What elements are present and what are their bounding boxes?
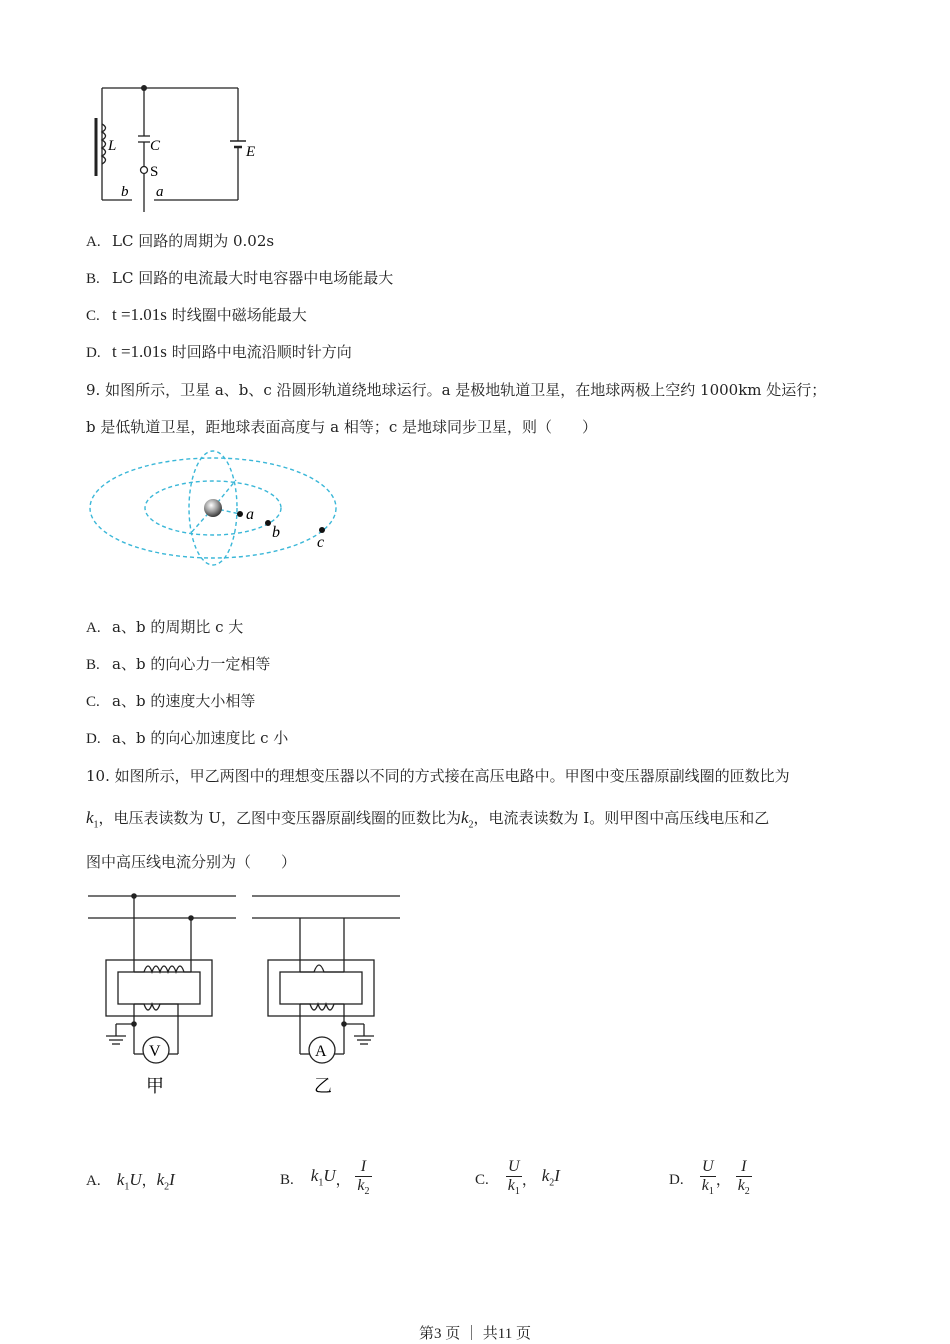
q9-stem-line2: b 是低轨道卫星，距地球表面高度与 a 相等；c 是地球同步卫星，则（ ） (86, 418, 598, 436)
option-text: LC 回路的周期为 0.02s (112, 232, 275, 250)
fraction (736, 1158, 752, 1201)
q8-option-a (86, 231, 274, 252)
option-label: D. (86, 345, 101, 361)
var: U (323, 1165, 336, 1185)
earth-icon (204, 499, 222, 517)
q8-option-d (86, 342, 352, 363)
sub: 1 (318, 1177, 324, 1189)
fraction (355, 1158, 371, 1201)
numerator: U (700, 1158, 716, 1177)
option-math (541, 1165, 560, 1189)
var: k (541, 1165, 550, 1185)
q8-option-b (86, 268, 393, 289)
option-label: D. (669, 1171, 684, 1188)
switch-label: S (150, 164, 159, 180)
q10-option-b (280, 1158, 372, 1201)
option-text: a、b 的周期比 c 大 (112, 618, 244, 636)
sub: 2 (744, 1186, 750, 1198)
option-label: A. (86, 234, 101, 250)
separator: ， (335, 1170, 351, 1189)
q8-option-c (86, 305, 307, 326)
option-label: D. (86, 731, 101, 747)
inductor-label: L (108, 138, 117, 154)
q10-option-d (669, 1158, 752, 1201)
page-footer: 第3 页 ｜ 共11 页 (419, 1326, 531, 1342)
var: k (156, 1170, 165, 1189)
q10-stem-line1: 10. 如图所示，甲乙两图中的理想变压器以不同的方式接在高压电路中。甲图中变压器原副线圈的匝数比为 (86, 767, 790, 785)
var: k (116, 1170, 125, 1189)
option-label: C. (86, 694, 100, 710)
q9-stem-line1: 9. 如图所示，卫星 a、b、c 沿圆形轨道绕地球运行。a 是极地轨道卫星，在地球两极上空约 1000km 处运行； (86, 381, 827, 399)
option-label: B. (86, 271, 100, 287)
k1-symbol (86, 808, 99, 831)
transformer-figure (88, 884, 408, 1104)
sub: 2 (164, 1181, 170, 1193)
option-label: A. (86, 1173, 101, 1189)
battery-label: E (246, 144, 256, 160)
q9-option-d (86, 728, 288, 749)
numerator: I (736, 1158, 752, 1177)
option-label: B. (280, 1171, 294, 1188)
option-text: 时回路中电流沿顺时针方向 (166, 343, 352, 361)
var: k (310, 1165, 319, 1185)
option-text: LC 回路的电流最大时电容器中电场能最大 (112, 269, 394, 287)
var: k (701, 1177, 709, 1194)
q9-option-a (86, 617, 243, 638)
contact-a-label: a (156, 184, 164, 200)
sub: 1 (514, 1186, 520, 1198)
sub: 1 (124, 1181, 130, 1193)
figure-jia-label: 甲 (146, 1076, 164, 1096)
denominator (700, 1177, 716, 1201)
lc-circuit-figure (88, 78, 268, 218)
satellite-c-label: c (317, 534, 325, 551)
satellite-b-label: b (272, 524, 280, 541)
sub: 2 (549, 1177, 555, 1189)
option-math: t =1.01s (112, 342, 167, 361)
k1-var: k (86, 808, 94, 827)
option-text: 时线圈中磁场能最大 (166, 306, 307, 324)
k1-sub: 1 (93, 819, 99, 831)
q10-option-a (86, 1170, 175, 1197)
option-math (310, 1165, 336, 1189)
var: U (129, 1170, 142, 1189)
q10-stem-line3: 图中高压线电流分别为（ ） (86, 853, 297, 871)
option-label: A. (86, 620, 101, 636)
capacitor-label: C (150, 138, 161, 154)
q10-stem-line2 (86, 808, 769, 835)
option-text: a、b 的向心加速度比 c 小 (112, 729, 289, 747)
figure-yi-label: 乙 (314, 1076, 332, 1096)
k2-sub: 2 (468, 819, 474, 831)
k2-symbol (460, 808, 474, 831)
q10-stem-part-a: ，电压表读数为 U，乙图中变压器原副线圈的匝数比为 (98, 809, 461, 827)
numerator: I (355, 1158, 371, 1177)
option-math (116, 1170, 142, 1193)
denominator (355, 1177, 371, 1201)
separator: ， (141, 1171, 157, 1189)
option-label: C. (475, 1171, 489, 1188)
q10-stem-part-b: ，电流表读数为 I。则甲图中高压线电压和乙 (473, 809, 770, 827)
separator: ， (521, 1170, 537, 1189)
var: k (507, 1177, 515, 1194)
numerator: U (506, 1158, 522, 1177)
satellite-b-dot (265, 520, 271, 526)
var: k (737, 1177, 745, 1194)
var: k (357, 1177, 365, 1194)
ammeter-label: A (315, 1043, 327, 1060)
option-label: C. (86, 308, 100, 324)
fraction (506, 1158, 522, 1201)
option-text: a、b 的向心力一定相等 (112, 655, 271, 673)
sub: 2 (364, 1186, 370, 1198)
satellite-a-dot (237, 511, 243, 517)
var: I (554, 1165, 560, 1185)
separator: ， (715, 1170, 731, 1189)
fraction (700, 1158, 716, 1201)
option-label: B. (86, 657, 100, 673)
option-math (156, 1170, 175, 1193)
option-text: a、b 的速度大小相等 (112, 692, 256, 710)
q9-option-c (86, 691, 255, 712)
denominator (506, 1177, 522, 1201)
sub: 1 (708, 1186, 714, 1198)
satellite-a-label: a (246, 506, 254, 523)
option-math: t =1.01s (112, 305, 167, 324)
contact-b-label: b (121, 184, 129, 200)
voltmeter-label: V (149, 1043, 161, 1060)
satellite-c-dot (319, 527, 325, 533)
k2-var: k (460, 808, 469, 827)
var: I (169, 1170, 175, 1189)
q9-option-b (86, 654, 270, 675)
denominator (736, 1177, 752, 1201)
satellite-orbits-figure (86, 450, 346, 572)
q10-option-c (475, 1158, 560, 1201)
